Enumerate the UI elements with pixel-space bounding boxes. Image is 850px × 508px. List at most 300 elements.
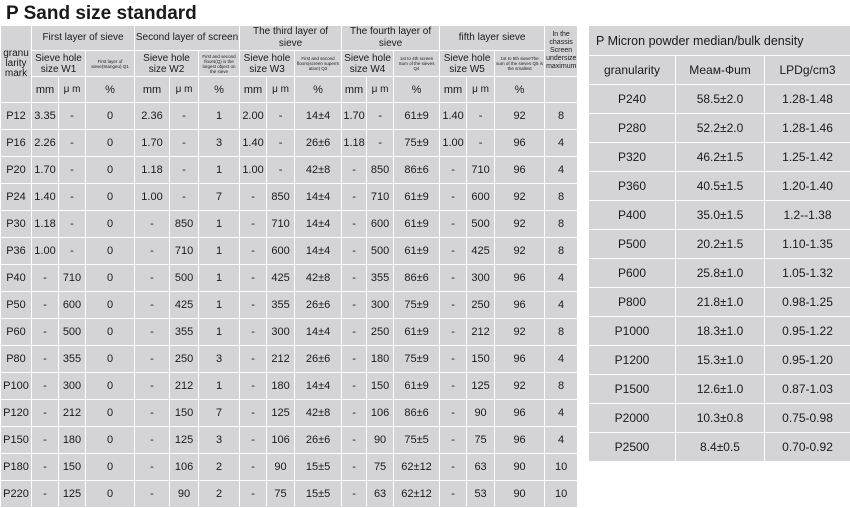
sieve-um-cell: 250 [367,319,393,345]
chassis-undersize-cell: 4 [545,292,577,318]
sieve-mm-cell: 1.00 [32,238,58,264]
sieve-mm-cell: 1.70 [342,103,366,129]
sieve-mm-cell: - [342,373,366,399]
micron-median-cell: 58.5±2.0 [676,85,764,113]
sieve-pct-cell: 90 [495,481,544,507]
sieve-um-cell: 150 [467,346,494,372]
sieve-um-cell: 355 [170,319,198,345]
sieve-mm-cell: - [440,481,466,507]
micron-median-cell: 35.0±1.5 [676,201,764,229]
granularity-mark-cell: P100 [1,373,31,399]
sieve-um-cell: 710 [59,265,85,291]
sieve-pct-cell: 3 [199,346,239,372]
sieve-um-cell: 212 [267,346,294,372]
chassis-undersize-cell: 8 [545,238,577,264]
table-row [1,238,577,264]
micron-granularity-cell: P500 [589,230,675,258]
sieve-mm-cell: - [135,373,169,399]
sieve-pct-cell: 0 [86,373,134,399]
sieve-mm-cell: - [32,319,58,345]
sieve-pct-cell: 1 [199,211,239,237]
sieve-mm-cell: - [440,211,466,237]
sieve-um-cell: 250 [467,292,494,318]
sieve-pct-cell: 1 [199,157,239,183]
chassis-undersize-cell: 4 [545,346,577,372]
sieve-um-cell: 75 [467,427,494,453]
sieve-pct-cell: 0 [86,400,134,426]
unit-mm: mm [342,77,366,102]
sieve-mm-cell: - [240,292,266,318]
unit-pct: % [199,77,239,102]
sieve-um-cell: 212 [170,373,198,399]
sieve-pct-cell: 1 [199,373,239,399]
micron-header-row [589,56,850,84]
sieve-mm-cell: 1.00 [440,130,466,156]
sieve-pct-header-3: First and second floors(screen superm ation) Q3 [295,51,341,76]
sieve-um-cell: 180 [267,373,294,399]
sieve-mm-cell: - [342,481,366,507]
table-row [589,143,850,171]
chassis-undersize-cell: 4 [545,400,577,426]
sieve-mm-cell: - [240,265,266,291]
table-row [1,346,577,372]
sieve-pct-cell: 61±9 [394,319,439,345]
sieve-um-cell: 600 [467,184,494,210]
sieve-mm-cell: - [240,319,266,345]
sieve-mm-cell: - [240,238,266,264]
sieve-pct-cell: 96 [495,292,544,318]
granularity-mark-cell: P20 [1,157,31,183]
sieve-pct-cell: 26±6 [295,130,341,156]
sieve-pct-cell: 61±9 [394,184,439,210]
sieve-um-cell: 63 [367,481,393,507]
table-row [589,404,850,432]
sieve-mm-cell: - [32,292,58,318]
sieve-mm-cell: - [240,481,266,507]
page-title: P Sand size standard [6,3,197,24]
sieve-pct-header-2: First and second floors(Q) is the largest object on the sieve [199,51,239,76]
micron-median-cell: 20.2±1.5 [676,230,764,258]
chassis-undersize-cell: 4 [545,157,577,183]
sieve-mm-cell: - [240,454,266,480]
sieve-um-cell: 355 [267,292,294,318]
sieve-um-cell: - [170,103,198,129]
sieve-pct-cell: 42±8 [295,400,341,426]
granularity-mark-cell: P60 [1,319,31,345]
sieve-um-cell: 850 [367,157,393,183]
sieve-pct-cell: 1 [199,292,239,318]
sieve-pct-cell: 26±6 [295,292,341,318]
sieve-um-cell: 180 [59,427,85,453]
sieve-um-cell: 150 [59,454,85,480]
table-row [1,265,577,291]
sieve-mm-cell: - [440,238,466,264]
sieve-pct-cell: 96 [495,400,544,426]
group-header-layer-3: The third layer of sieve [240,26,341,50]
micron-table-title: P Micron powder median/bulk density [589,26,850,55]
unit-um: μ m [170,77,198,102]
micron-granularity-cell: P2000 [589,404,675,432]
chassis-header: In the chassis Screen undersize maximum [545,26,577,76]
sieve-size-header-1: Sieve hole size W1 [32,51,85,76]
sieve-mm-cell: - [440,454,466,480]
sieve-pct-cell: 0 [86,211,134,237]
sieve-um-cell: 75 [367,454,393,480]
sieve-mm-cell: - [342,346,366,372]
sieve-mm-cell: - [342,265,366,291]
sieve-um-cell: - [267,157,294,183]
sieve-um-cell: 125 [59,481,85,507]
table-row [1,319,577,345]
group-header-layer-5: fifth layer sieve [440,26,544,50]
sieve-mm-cell: 2.00 [240,103,266,129]
sieve-mm-cell: - [240,400,266,426]
sieve-pct-cell: 0 [86,130,134,156]
sieve-um-cell: 425 [170,292,198,318]
sieve-pct-cell: 0 [86,481,134,507]
sieve-mm-cell: - [32,265,58,291]
sieve-mm-cell: - [440,400,466,426]
sieve-pct-cell: 62±12 [394,454,439,480]
unit-mm: mm [32,77,58,102]
micron-median-cell: 52.2±2.0 [676,114,764,142]
sieve-um-cell: - [170,157,198,183]
sieve-size-header-2: Sieve hole size W2 [135,51,198,76]
sieve-mm-cell: - [342,454,366,480]
unit-um: μ m [267,77,294,102]
unit-pct: % [295,77,341,102]
sieve-um-cell: 600 [367,211,393,237]
micron-granularity-cell: P800 [589,288,675,316]
unit-um: μ m [59,77,85,102]
table-row [589,172,850,200]
granularity-mark-cell: P36 [1,238,31,264]
sieve-pct-cell: 14±4 [295,238,341,264]
granularity-mark-header: granu larity mark [1,26,31,102]
sieve-mm-cell: - [135,319,169,345]
sieve-um-cell: 300 [59,373,85,399]
sieve-um-cell: 90 [267,454,294,480]
sieve-pct-header-1: First layer of sieve(Stangeu) Q1 [86,51,134,76]
sieve-um-cell: 600 [59,292,85,318]
sieve-mm-cell: - [135,211,169,237]
sieve-um-cell: - [467,130,494,156]
sieve-um-cell: 125 [467,373,494,399]
sieve-mm-cell: - [342,427,366,453]
micron-granularity-cell: P360 [589,172,675,200]
table-row [589,85,850,113]
micron-granularity-cell: P400 [589,201,675,229]
micron-title-row [589,26,850,55]
sieve-mm-cell: 1.70 [135,130,169,156]
sieve-um-cell: - [59,103,85,129]
micron-density-cell: 0.95-1.20 [765,346,850,374]
sieve-mm-cell: - [440,157,466,183]
sieve-um-cell: 106 [267,427,294,453]
sieve-mm-cell: - [440,346,466,372]
sieve-pct-cell: 1 [199,265,239,291]
subheader-row [1,51,577,76]
micron-granularity-cell: P600 [589,259,675,287]
micron-header-median: Меам-Фum [676,56,764,84]
sieve-mm-cell: - [342,319,366,345]
sieve-mm-cell: - [32,454,58,480]
chassis-undersize-cell: 8 [545,319,577,345]
sieve-pct-cell: 61±9 [394,103,439,129]
table-row [589,230,850,258]
sieve-pct-cell: 14±4 [295,319,341,345]
micron-powder-table [588,25,850,462]
sieve-mm-cell: - [240,373,266,399]
sieve-mm-cell: - [440,319,466,345]
sieve-pct-cell: 0 [86,157,134,183]
table-row [1,103,577,129]
table-row [589,375,850,403]
sieve-mm-cell: - [135,292,169,318]
sieve-mm-cell: 2.36 [135,103,169,129]
micron-median-cell: 8.4±0.5 [676,433,764,461]
micron-granularity-cell: P1500 [589,375,675,403]
sieve-pct-cell: 0 [86,184,134,210]
group-header-row [1,26,577,50]
sieve-mm-cell: 1.18 [135,157,169,183]
micron-density-cell: 1.20-1.40 [765,172,850,200]
sieve-pct-header-4: 1st to 4th screen Sum of the sieves Q4 [394,51,439,76]
micron-density-cell: 0.98-1.25 [765,288,850,316]
chassis-undersize-cell: 8 [545,211,577,237]
table-row [589,346,850,374]
sieve-pct-cell: 96 [495,427,544,453]
sieve-mm-cell: - [135,400,169,426]
sieve-um-cell: - [367,130,393,156]
sieve-mm-cell: - [32,373,58,399]
sieve-mm-cell: - [32,427,58,453]
granularity-mark-cell: P12 [1,103,31,129]
micron-density-cell: 1.2--1.38 [765,201,850,229]
sieve-pct-cell: 42±8 [295,157,341,183]
sieve-pct-cell: 14±4 [295,211,341,237]
table-row [1,292,577,318]
sieve-pct-cell: 7 [199,184,239,210]
micron-granularity-cell: P240 [589,85,675,113]
sieve-um-cell: - [59,211,85,237]
granularity-mark-cell: P120 [1,400,31,426]
micron-table-body [589,85,850,461]
sieve-pct-cell: 86±6 [394,265,439,291]
sieve-pct-cell: 61±9 [394,373,439,399]
sieve-pct-cell: 75±9 [394,346,439,372]
granularity-mark-cell: P180 [1,454,31,480]
micron-median-cell: 15.3±1.0 [676,346,764,374]
sieve-pct-cell: 15±5 [295,454,341,480]
table-row [589,259,850,287]
sieve-um-cell: 425 [267,265,294,291]
sieve-mm-cell: - [32,400,58,426]
sieve-pct-cell: 14±4 [295,373,341,399]
sieve-mm-cell: - [440,427,466,453]
sieve-pct-cell: 0 [86,319,134,345]
sieve-pct-cell: 1 [199,319,239,345]
sieve-pct-cell: 0 [86,265,134,291]
sieve-pct-cell: 62±12 [394,481,439,507]
sieve-size-header-4: Sieve hole size W4 [342,51,393,76]
sieve-size-header-5: Sieve hole size W5 [440,51,494,76]
sieve-um-cell: 710 [267,211,294,237]
sieve-mm-cell: - [240,211,266,237]
sieve-um-cell: 63 [467,454,494,480]
granularity-mark-cell: P24 [1,184,31,210]
sieve-pct-cell: 92 [495,319,544,345]
sieve-mm-cell: - [342,238,366,264]
micron-granularity-cell: P2500 [589,433,675,461]
micron-density-cell: 1.28-1.46 [765,114,850,142]
micron-header-density: LPDg/cm3 [765,56,850,84]
sieve-um-cell: - [59,238,85,264]
sieve-mm-cell: - [240,346,266,372]
sieve-um-cell: 212 [467,319,494,345]
sieve-pct-cell: 14±4 [295,184,341,210]
sieve-pct-cell: 96 [495,346,544,372]
sieve-mm-cell: - [135,238,169,264]
sieve-mm-cell: 1.70 [32,157,58,183]
sieve-um-cell: 500 [467,211,494,237]
sieve-mm-cell: - [440,373,466,399]
sieve-mm-cell: 1.00 [240,157,266,183]
sieve-mm-cell: - [440,184,466,210]
sieve-pct-cell: 42±8 [295,265,341,291]
sieve-pct-cell: 3 [199,427,239,453]
sieve-um-cell: 355 [59,346,85,372]
sieve-pct-cell: 26±6 [295,427,341,453]
sieve-um-cell: 500 [367,238,393,264]
sieve-mm-cell: - [135,265,169,291]
sieve-mm-cell: 1.00 [135,184,169,210]
table-row [589,114,850,142]
sieve-mm-cell: - [135,346,169,372]
sieve-um-cell: 710 [467,157,494,183]
micron-median-cell: 25.8±1.0 [676,259,764,287]
sieve-um-cell: 106 [170,454,198,480]
sieve-pct-cell: 2 [199,481,239,507]
sieve-pct-cell: 92 [495,184,544,210]
chassis-undersize-cell: 4 [545,427,577,453]
sieve-um-cell: 53 [467,481,494,507]
micron-granularity-cell: P1200 [589,346,675,374]
sieve-pct-cell: 86±6 [394,157,439,183]
sieve-pct-cell: 96 [495,130,544,156]
table-row [589,433,850,461]
sieve-um-cell: - [267,103,294,129]
sieve-mm-cell: - [240,427,266,453]
sieve-mm-cell: - [342,400,366,426]
sieve-pct-cell: 0 [86,346,134,372]
micron-median-cell: 10.3±0.8 [676,404,764,432]
sieve-um-cell: - [267,130,294,156]
sieve-pct-cell: 92 [495,103,544,129]
micron-median-cell: 46.2±1.5 [676,143,764,171]
sieve-pct-cell: 1 [199,238,239,264]
sieve-pct-cell: 1 [199,103,239,129]
chassis-undersize-cell: 10 [545,481,577,507]
sieve-mm-cell: 1.40 [240,130,266,156]
sieve-um-cell: 90 [367,427,393,453]
sieve-mm-cell: - [135,427,169,453]
sieve-mm-cell: - [342,157,366,183]
sieve-um-cell: 500 [59,319,85,345]
micron-density-cell: 0.95-1.22 [765,317,850,345]
sieve-um-cell: 300 [267,319,294,345]
sieve-um-cell: - [59,130,85,156]
sieve-um-cell: 355 [367,265,393,291]
sieve-um-cell: 150 [367,373,393,399]
sieve-um-cell: 180 [367,346,393,372]
group-header-layer-1: First layer of sieve [32,26,134,50]
table-row [1,157,577,183]
sieve-mm-cell: - [32,481,58,507]
units-empty-cell [545,77,577,102]
micron-granularity-cell: P320 [589,143,675,171]
sieve-mm-cell: - [135,481,169,507]
chassis-undersize-cell: 4 [545,130,577,156]
sieve-pct-cell: 0 [86,292,134,318]
sieve-um-cell: - [59,157,85,183]
sieve-pct-cell: 96 [495,157,544,183]
sieve-pct-cell: 2 [199,454,239,480]
sieve-mm-cell: - [440,292,466,318]
table-row [589,201,850,229]
granularity-mark-cell: P220 [1,481,31,507]
table-row [1,211,577,237]
micron-header-granularity: granularity [589,56,675,84]
sieve-pct-cell: 15±5 [295,481,341,507]
sieve-um-cell: 300 [367,292,393,318]
sieve-um-cell: 150 [170,400,198,426]
sieve-mm-cell: 1.40 [440,103,466,129]
sieve-size-header-3: Sieve hole size W3 [240,51,294,76]
sieve-um-cell: 710 [367,184,393,210]
sieve-um-cell: 600 [267,238,294,264]
micron-median-cell: 21.8±1.0 [676,288,764,316]
sieve-mm-cell: - [240,184,266,210]
granularity-mark-cell: P80 [1,346,31,372]
micron-density-cell: 0.75-0.98 [765,404,850,432]
sieve-pct-cell: 0 [86,238,134,264]
granularity-mark-cell: P40 [1,265,31,291]
sieve-um-cell: - [170,130,198,156]
chassis-undersize-cell: 8 [545,184,577,210]
micron-density-cell: 0.87-1.03 [765,375,850,403]
sieve-pct-cell: 92 [495,211,544,237]
micron-density-cell: 1.28-1.48 [765,85,850,113]
sieve-um-cell: 850 [170,211,198,237]
sieve-pct-cell: 0 [86,103,134,129]
sieve-mm-cell: - [440,265,466,291]
sieve-um-cell: 212 [59,400,85,426]
sieve-mm-cell: - [342,211,366,237]
sand-size-table [0,25,578,508]
chassis-undersize-cell: 8 [545,373,577,399]
unit-pct: % [86,77,134,102]
sieve-pct-cell: 92 [495,238,544,264]
sieve-pct-cell: 0 [86,454,134,480]
sieve-um-cell: 300 [467,265,494,291]
sieve-pct-cell: 61±9 [394,238,439,264]
sieve-mm-cell: 1.18 [32,211,58,237]
units-row [1,77,577,102]
sieve-pct-cell: 90 [495,454,544,480]
sieve-um-cell: 500 [170,265,198,291]
unit-um: μ m [367,77,393,102]
